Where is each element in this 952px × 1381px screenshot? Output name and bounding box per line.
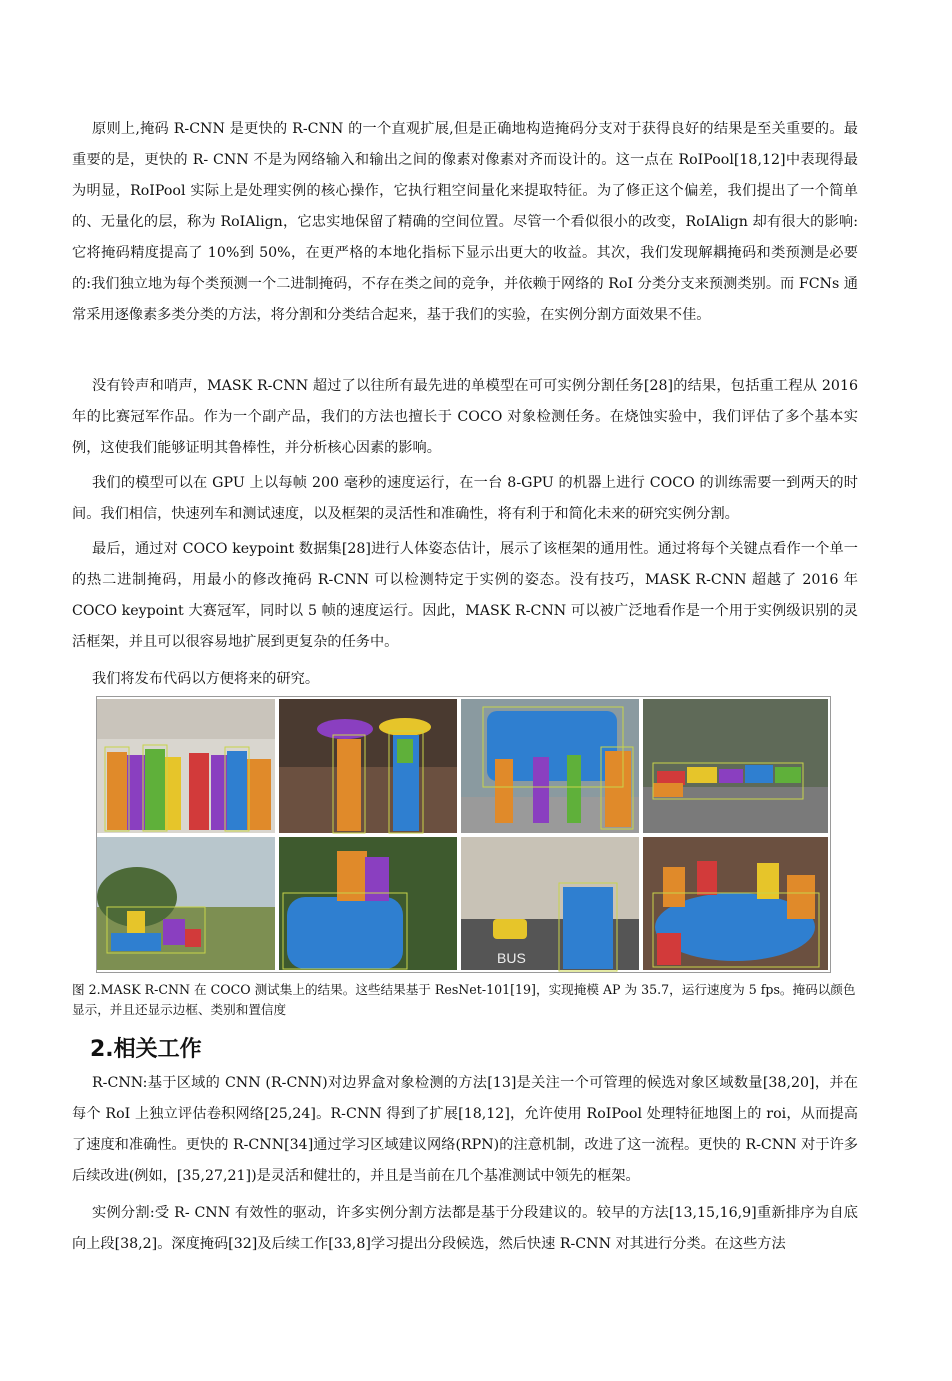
figure-2-results-grid	[96, 696, 831, 973]
paragraph-intro: 原则上,掩码 R-CNN 是更快的 R-CNN 的一个直观扩展,但是正确地构造掩码分支对于获得良好的结果是至关重要的。最重要的是，更快的 R- CNN 不是为网络输入和输出之间的像素对像素对齐而设计的。这一点在 RoIPool[18,12]中表现得最为明显，RoIPool 实际上是处理实例的核心操作，它执行粗空间量化来提取特征。为了修正这个偏差，我们提出了一个简单的、无量化的层，称为 RoIAlign，它忠实地保留了精确的空间位置。尽管一个看似很小的改变，RoIAlign 却有很大的影响:它将掩码精度提高了 10%到 50%，在更严格的本地化指标下显示出更大的收益。其次，我们发现解耦掩码和类预测是必要的:我们独立地为每个类预测一个二进制掩码，不存在类之间的竞争，并依赖于网络的 RoI 分类分支来预测类别。而 FCNs 通常采用逐像素多类分类的方法，将分割和分类结合起来，基于我们的实验，在实例分割方面效果不佳。	[72, 121, 858, 323]
paragraph-code-release: 我们将发布代码以方便将来的研究。	[92, 671, 320, 687]
figure-2-caption: 图 2.MASK R-CNN 在 COCO 测试集上的结果。这些结果基于 ResNet-101[19]，实现掩模 AP 为 35.7，运行速度为 5 fps。掩码以颜色显示，并且还显示边框、类别和置信度	[72, 982, 856, 1017]
result-image-elephant	[279, 837, 457, 970]
section-heading-related-work: 2.相关工作	[90, 1037, 202, 1062]
figure-2-images	[97, 697, 830, 972]
result-image-bus-street	[461, 699, 639, 833]
paragraph-speed: 我们的模型可以在 GPU 上以每帧 200 毫秒的速度运行，在一台 8-GPU 的机器上进行 COCO 的训练需要一到两天的时间。我们相信，快速列车和测试速度，以及框架的灵活性和准确性，将有利于和简化未来的研究实例分割。	[72, 475, 858, 522]
result-image-dining-table	[643, 837, 828, 970]
paragraph-rcnn: R-CNN:基于区域的 CNN (R-CNN)对边界盒对象检测的方法[13]是关注一个可管理的候选对象区域数量[38,20]，并在每个 RoI 上独立评估卷积网络[25,24]。R-CNN 得到了扩展[18,12]，允许使用 RoIPool 处理特征地图上的 roi，从而提高了速度和准确性。更快的 R-CNN[34]通过学习区域建议网络(RPN)的注意机制，改进了这一流程。更快的 R-CNN 对于许多后续改进(例如，[35,27,21])是灵活和健壮的，并且是当前在几个基准测试中领先的框架。	[72, 1075, 858, 1184]
paragraph-results: 没有铃声和哨声，MASK R-CNN 超过了以往所有最先进的单模型在可可实例分割任务[28]的结果，包括重工程从 2016 年的比赛冠军作品。作为一个副产品，我们的方法也擅长于 COCO 对象检测任务。在烧蚀实验中，我们评估了多个基本实例，这使我们能够证明其鲁棒性，并分析核心因素的影响。	[72, 378, 858, 456]
result-image-road-cars	[643, 699, 828, 833]
bus-road-label: BUS	[497, 950, 526, 966]
result-image-umbrellas	[279, 699, 457, 833]
result-image-office-people	[97, 699, 275, 833]
paragraph-instance-segmentation: 实例分割:受 R- CNN 有效性的驱动，许多实例分割方法都是基于分段建议的。较早的方法[13,15,16,9]重新排序为自底向上段[38,2]。深度掩码[32]及后续工作[33,8]学习提出分段候选，然后快速 R-CNN 对其进行分类。在这些方法	[72, 1205, 858, 1252]
result-image-city-street	[461, 837, 639, 971]
paragraph-keypoint: 最后，通过对 COCO keypoint 数据集[28]进行人体姿态估计，展示了该框架的通用性。通过将每个关键点看作一个单一的热二进制掩码，用最小的修改掩码 R-CNN 可以检测特定于实例的姿态。没有技巧，MASK R-CNN 超越了 2016 年 COCO keypoint 大赛冠军，同时以 5 帧的速度运行。因此，MASK R-CNN 可以被广泛地看作是一个用于实例级识别的灵活框架，并且可以很容易地扩展到更复杂的任务中。	[72, 541, 858, 650]
result-image-landscape	[97, 837, 275, 970]
